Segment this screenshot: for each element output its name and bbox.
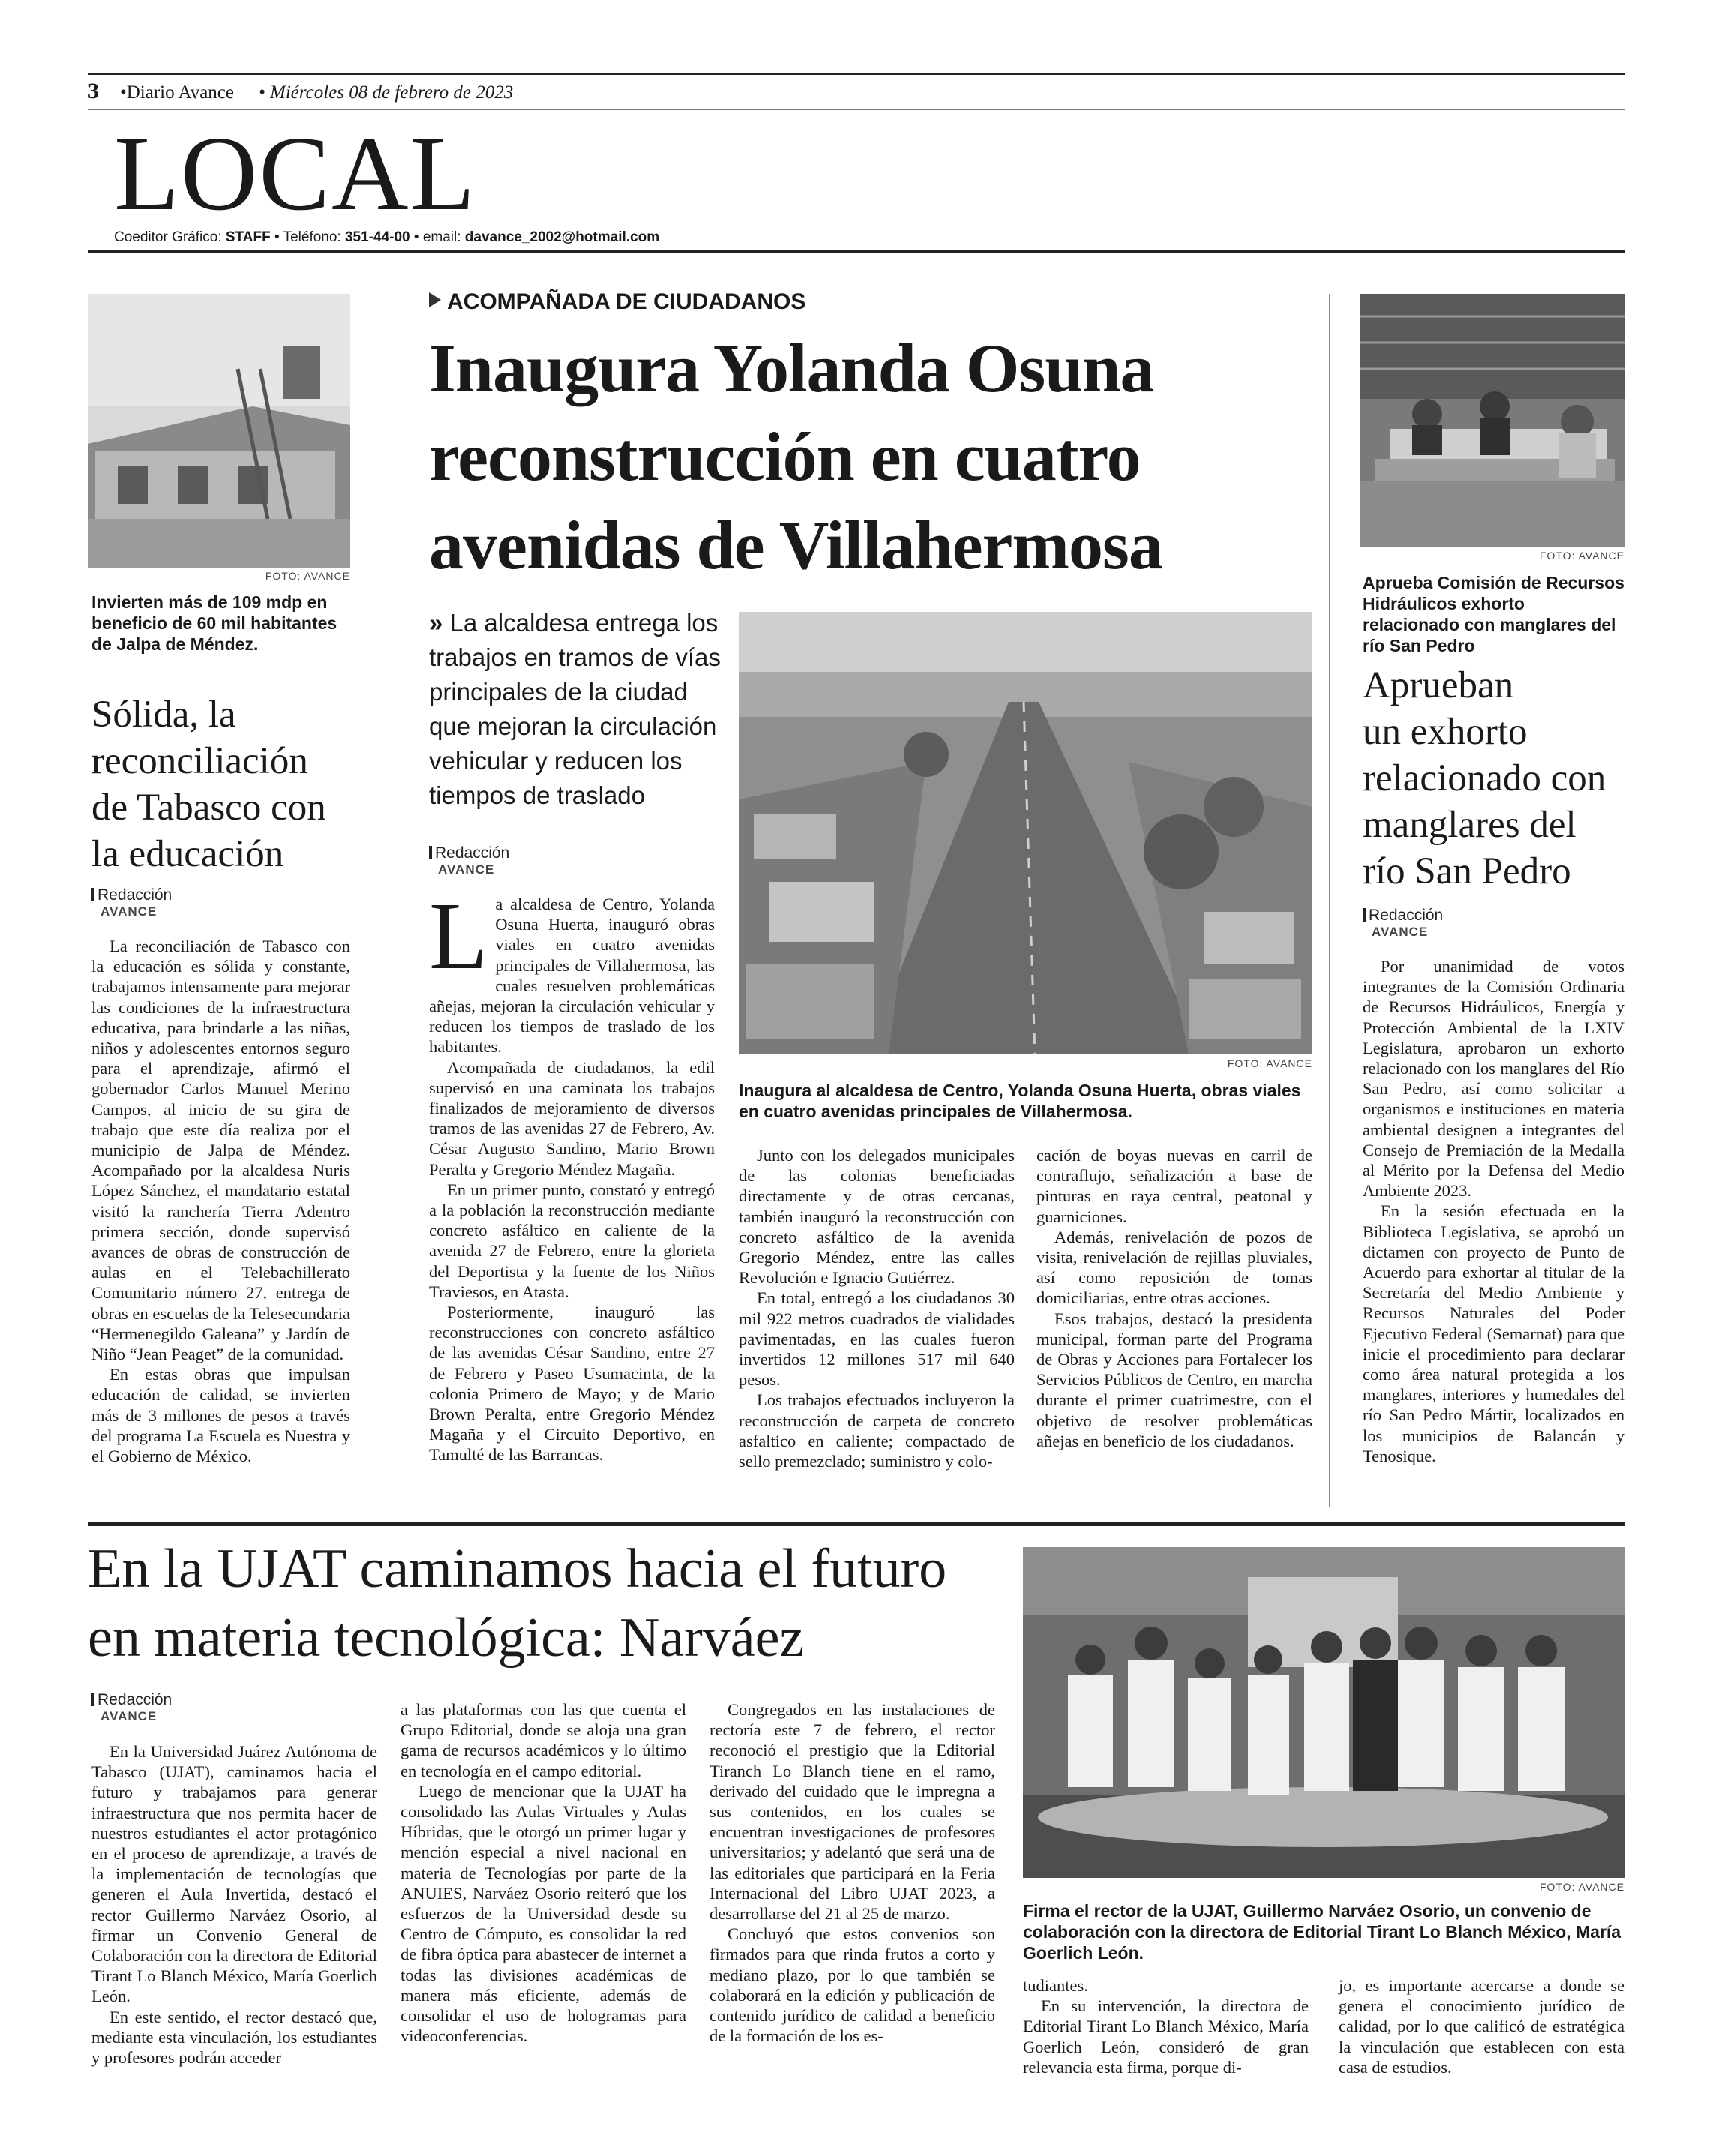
bottom-photo-credit: FOTO: AVANCE [1539, 1881, 1624, 1893]
paragraph: Posteriormente, inauguró las reconstrucciones con concreto asfáltico de las avenidas César Sandino, entre 27 de Febrero y Paseo Usumacinta, de la colonia Primero de Mayo; y de Mario Brown Peralta, entre Gregorio Méndez Magaña y el Circuito Deportivo, en Tamulté de las Barrancas. [429, 1303, 715, 1465]
paragraph: jo, es importante acercarse a donde se genera el conocimiento jurídico de calidad, por lo que calificó de estratégica la vinculación que establecen con esta casa de estudios. [1339, 1976, 1624, 2077]
bottom-body-col5 [1339, 1975, 1624, 2077]
main-body-col3 [1036, 1145, 1312, 1451]
right-byline-org: AVANCE [1372, 925, 1429, 939]
masthead-credits [114, 229, 659, 246]
main-photo-caption: Inaugura al alcaldesa de Centro, Yolanda Osuna Huerta, obras viales en cuatro avenidas principales de Villahermosa. [739, 1081, 1301, 1121]
right-headline-line: un exhorto [1363, 711, 1528, 753]
bottom-headline [88, 1534, 1040, 1672]
main-headline-line: avenidas de Villahermosa [429, 507, 1162, 583]
left-body [92, 936, 350, 1466]
main-deck [429, 606, 722, 813]
masthead-thin-rule [88, 109, 1624, 110]
paragraph: Además, renivelación de pozos de visita, renivelación de rejillas pluviales, así como reposición de tomas domiciliarias, entre otras acciones. [1036, 1227, 1312, 1308]
right-headline-line: relacionado con [1363, 757, 1606, 799]
right-headline-line: Aprueban [1363, 664, 1514, 706]
main-body-col1 [429, 883, 715, 1465]
left-headline-line: Sólida, la [92, 694, 236, 736]
paragraph: En su intervención, la directora de Editorial Tirant Lo Blanch México, María Goerlich León, consideró de gran relevancia esta firma, porque di- [1023, 1996, 1309, 2077]
paragraph: En la sesión efectuada en la Biblioteca Legislativa, se aprobó un dictamen con proyecto de Punto de Acuerdo para exhortar al titular de la Secretaría del Medio Ambiente y Recursos Naturales del Poder Ejecutivo Federal (Semarnat) para que inicie el procedimiento para declarar como área natural protegida a los manglares, interiores y humedales del río San Pedro Mártir, localizados en los municipios de Balancán y Tenosique. [1363, 1201, 1624, 1465]
bottom-section-rule [88, 1522, 1624, 1526]
right-byline-author: Redacción [1363, 907, 1443, 925]
right-byline [1363, 907, 1443, 940]
paragraph: Los trabajos efectuados incluyeron la reconstrucción de carpeta de concreto asfaltico en caliente; compactado de sello premezclado; suministro y colo- [739, 1390, 1015, 1471]
right-body [1363, 956, 1624, 1466]
aerial-avenue-photo [739, 612, 1312, 1054]
paragraph: tudiantes. [1023, 1976, 1088, 1995]
left-photo-credit: FOTO: AVANCE [265, 570, 350, 582]
paragraph: Luego de mencionar que la UJAT ha consolidado las Aulas Virtuales y Aulas Híbridas, que le otorgó un primer lugar y mención especial a nivel nacional en materia de Tecnologías por parte de la ANUIES, Narváez Osorio reiteró que los esfuerzos de la Universidad desde su Centro de Cómputo, es consolidar la red de fibra óptica para abastecer de internet a todas las divisiones académicas de manera más eficiente, además de consolidar el uso de hologramas para videoconferencias. [400, 1781, 686, 2046]
credits-email-label: • email: [410, 229, 465, 245]
credits-staff: STAFF [225, 229, 271, 245]
paragraph: En la Universidad Juárez Autónoma de Tabasco (UJAT), caminamos hacia el futuro y trabajamos para generar infraestructura que nos permita hacer de nuestros estudiantes el actor protagónico en el proceso de aprendizaje, a través de la implementación de tecnologías que generen el Aula Invertida, destacó el rector Guillermo Narváez Osorio, al firmar un Convenio General de Colaboración con la directora de Editorial Tirant Lo Blanch México, María Goerlich León. [92, 1742, 377, 2006]
column-divider [1329, 294, 1330, 1507]
paragraph: cación de boyas nuevas en carril de contraflujo, señalización a base de pinturas en raya central, peatonal y guarniciones. [1036, 1146, 1312, 1226]
group-photo [1023, 1547, 1624, 1878]
paragraph: En un primer punto, constató y entregó a la población la reconstrucción mediante concreto asfáltico en caliente de la avenida 27 de Febrero, entre la glorieta del Deportista y la fuente de los Niños Traviesos, en Atasta. [429, 1180, 715, 1301]
section-title: LOCAL [114, 114, 477, 232]
paragraph: La reconciliación de Tabasco con la educación es sólida y constante, trabajamos intensamente para mejorar las condiciones de la infraestructura educativa, para brindarle a las niñas, niños y adolescentes entornos seguro para el aprendizaje, afirmó el gobernador Carlos Manuel Merino Campos, al inicio de su gira de trabajo que este día realiza por el municipio de Jalpa de Méndez. Acompañado por la alcaldesa Nuris López Sánchez, el mandatario estatal visitó la ranchería Tierra Adentro primera sección, donde supervisó avances de obras de construcción de aulas en el Telebachillerato Comunitario número 27, entrega de obras en escuelas de la Telesecundaria “Hermenegildo Galeana” y Jardín de Niño “Jean Peaget” de la comunidad. [92, 937, 350, 1364]
paragraph: a alcaldesa de Centro, Yolanda Osuna Huerta, inauguró obras viales en cuatro avenidas principales de Villahermosa, las cuales resuelven problemáticas añejas, mejoran la circulación vehicular y reducen los tiempos de traslado de los habitantes. [429, 895, 715, 1057]
paragraph: Junto con los delegados municipales de las colonias beneficiadas directamente y de otras cercanas, también inauguró la reconstrucción con concreto asfáltico de la avenida Gregorio Méndez, entre las calles Revolución e Ignacio Gutiérrez. [739, 1146, 1015, 1288]
main-kicker [429, 289, 806, 315]
credits-phone-label: • Teléfono: [270, 229, 345, 245]
right-headline-line: manglares del [1363, 804, 1576, 846]
main-headline-line: reconstrucción en cuatro [429, 418, 1141, 495]
left-photo-caption: Invierten más de 109 mdp en beneficio de 60 mil habitantes de Jalpa de Méndez. [92, 592, 338, 654]
masthead-bottom-rule [88, 250, 1624, 253]
bottom-byline-org: AVANCE [100, 1709, 158, 1723]
chevron-right-icon: » [429, 609, 443, 637]
paragraph: Por unanimidad de votos integrantes de la Comisión Ordinaria de Recursos Hidráulicos, Energía y Protección Ambiental de la LXIV Legislatura, aprobaron un exhorto relacionado con los manglares del Río San Pedro, así como solicitar a organismos e instituciones en materia ambiental designen a integrantes del Consejo de Premiación de la Medalla al Mérito por la Defensa del Medio Ambiente 2023. [1363, 957, 1624, 1201]
bottom-headline-line: en materia tecnológica: Narváez [88, 1607, 805, 1669]
main-body-col2 [739, 1145, 1015, 1471]
main-byline [429, 844, 509, 877]
dropcap: L [429, 883, 488, 989]
construction-photo [88, 294, 350, 568]
main-deck-text: La alcaldesa entrega los trabajos en tramos de vías principales de la ciudad que mejoran la circulación vehicular y reducen los tiempos de traslado [429, 609, 721, 809]
right-photo-caption: Aprueba Comisión de Recursos Hidráulicos exhorto relacionado con manglares del río San Pedro [1363, 573, 1624, 655]
main-photo-credit: FOTO: AVANCE [1227, 1057, 1312, 1069]
bottom-headline-line: En la UJAT caminamos hacia el futuro [88, 1538, 947, 1600]
bottom-byline-author: Redacción [92, 1691, 172, 1709]
bottom-body-col2 [400, 1699, 686, 2046]
bottom-body-col3 [710, 1699, 995, 2046]
right-headline-line: río San Pedro [1363, 850, 1571, 892]
left-headline-line: de Tabasco con [92, 787, 326, 829]
library-meeting-photo [1360, 294, 1624, 547]
left-byline-org: AVANCE [100, 904, 158, 919]
main-byline-org: AVANCE [438, 862, 495, 877]
masthead-top-rule [88, 73, 1624, 75]
bottom-photo-caption: Firma el rector de la UJAT, Guillermo Narváez Osorio, un convenio de colaboración con la directora de Editorial Tirant Lo Blanch México, María Goerlich León. [1023, 1901, 1622, 1963]
left-headline [92, 691, 350, 877]
left-byline [92, 886, 172, 919]
issue-date: • Miércoles 08 de febrero de 2023 [259, 82, 514, 103]
paragraph: En total, entregó a los ciudadanos 30 mil 922 metros cuadrados de vialidades pavimentadas, en las cuales fueron invertidos 12 millones 517 mil 640 pesos. [739, 1288, 1015, 1390]
credits-email[interactable]: davance_2002@hotmail.com [464, 229, 660, 245]
paragraph: a las plataformas con las que cuenta el Grupo Editorial, donde se aloja una gran gama de recursos académicos y lo último en tecnología en el campo editorial. [400, 1700, 686, 1780]
left-headline-line: la educación [92, 833, 284, 875]
triangle-icon [429, 292, 441, 307]
right-headline [1363, 662, 1624, 895]
bottom-body-col4 [1023, 1975, 1309, 2077]
main-byline-author: Redacción [429, 844, 509, 862]
paragraph: Congregados en las instalaciones de rectoría este 7 de febrero, el rector reconoció el prestigio que la Editorial Tiranch Lo Blanch tiene en el ramo, derivado del cuidado que le impregna a sus contenidos, en los cuales se encuentran investigaciones de profesores universitarios; y adelantó que será una de las editoriales que participará en la Feria Internacional del Libro UJAT 2023, a desarrollarse del 21 al 25 de marzo. [710, 1700, 995, 1924]
paragraph: Concluyó que estos convenios son firmados para que rinda frutos a corto y mediano plazo, por lo que también se colaborará en la edición y publicación de contenido jurídico de calidad a beneficio de la formación de los es- [710, 1924, 995, 2046]
paragraph: Esos trabajos, destacó la presidenta municipal, forman parte del Programa de Obras y Acciones para Fortalecer los Servicios Públicos de Centro, en marcha durante el primer cuatrimestre, con el objetivo de resolver problemáticas añejas en beneficio de los ciudadanos. [1036, 1309, 1312, 1450]
left-byline-author: Redacción [92, 886, 172, 904]
paper-name: •Diario Avance [120, 82, 234, 103]
credits-phone: 351-44-00 [344, 229, 410, 245]
page-number: 3 [88, 79, 99, 103]
main-headline [429, 324, 1314, 589]
paragraph: Acompañada de ciudadanos, la edil supervisó en una caminata los trabajos finalizados de mejoramiento de diversos tramos de las avenidas 27 de Febrero, Av. César Augusto Sandino, Mario Brown Peralta y Gregorio Méndez Magaña. [429, 1057, 715, 1179]
bottom-byline [92, 1691, 172, 1724]
credits-prefix: Coeditor Gráfico: [114, 229, 226, 245]
left-headline-line: reconciliación [92, 740, 308, 782]
paragraph: En estas obras que impulsan educación de calidad, se invierten más de 3 millones de pesos a través del programa La Escuela es Nuestra y el Gobierno de México. [92, 1365, 350, 1466]
main-kicker-text: ACOMPAÑADA DE CIUDADANOS [447, 289, 806, 314]
bottom-body-col1 [92, 1741, 377, 2068]
main-headline-line: Inaugura Yolanda Osuna [429, 330, 1154, 406]
right-photo-credit: FOTO: AVANCE [1539, 550, 1624, 562]
paragraph: En este sentido, el rector destacó que, mediante esta vinculación, los estudiantes y profesores podrán acceder [92, 2007, 377, 2068]
